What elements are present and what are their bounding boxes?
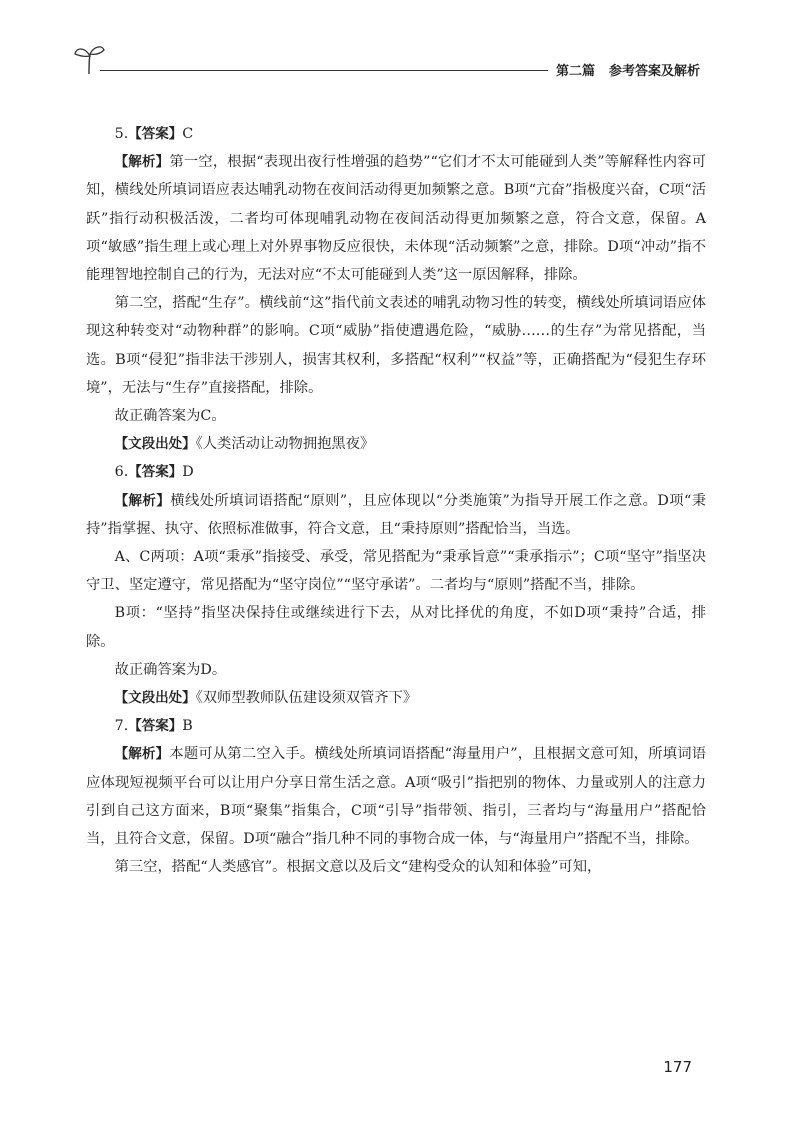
q7-analysis-text: 本题可从第二空入手。横线处所填词语搭配“海量用户”，且根据文意可知，所填词语应体现短视频平台可以让用户分享日常生活之意。A项“吸引”指把别的物体、力量或别人的注意力引到自己这方面来，B项“聚集”指集合，C项“引导”指带领、指引，三者均与“海量用户”搭配恰当，且符合文意，保留。D项“融合”指几种不同的事物合成一体，与“海量用户”搭配不当，排除。 [86,746,706,848]
header-title [556,60,700,79]
q6-analysis-label: 【解析】 [114,492,171,509]
header-section: 参考答案及解析 [609,64,701,79]
q6-number: 6. [114,464,129,481]
q6-answer-label: 【答案】 [128,464,183,481]
q5-source-title: 《人类活动让动物拥抱黑夜》 [195,436,375,453]
q6-answer-value: D [182,464,194,481]
q5-paragraph-2: 第二空，搭配“生存”。横线前“这”指代前文表述的哺乳动物习性的转变，横线处所填词语应体现这种转变对“动物种群”的影响。C项“威胁”指使遭遇危险，“威胁……的生存”为常见搭配，当选。B项“侵犯”指非法干涉别人，损害其权利，多搭配“权利”“权益”等，正确搭配为“侵犯生存环境”，无法与“生存”直接搭配，排除。 [86,295,706,396]
header-part: 第二篇 [556,64,596,79]
q6-answer-line [86,458,706,486]
q5-analysis-label: 【解析】 [114,154,170,171]
q7-analysis-label: 【解析】 [114,746,170,763]
q5-number: 5. [114,126,129,142]
q7-number: 7. [114,718,129,735]
q7-answer-line [86,712,706,740]
q6-analysis-text: 横线处所填词语搭配“原则”，且应体现以“分类施策”为指导开展工作之意。D项“秉持”指掌握、执守、依照标准做事，符合文意，且“秉持原则”搭配恰当，当选。 [86,492,707,537]
q6-source-title: 《双师型教师队伍建设须双管齐下》 [195,690,418,707]
q7-paragraph-2: 第三空，搭配“人类感官”。根据文意以及后文“建构受众的认知和体验”可知， [114,859,602,876]
q6-conclusion: 故正确答案为D。 [114,661,227,678]
running-header [72,42,701,82]
page-number: 177 [663,1058,692,1076]
q5-conclusion: 故正确答案为C。 [114,408,226,425]
header-rule [100,70,548,71]
q5-source [86,430,706,458]
q6-analysis [86,487,706,543]
q5-analysis [86,148,706,289]
q6-paragraph-2: A、C两项：A项“秉承”指接受、承受，常见搭配为“秉承旨意”“秉承指示”；C项“坚守”指坚决守卫、坚定遵守，常见搭配为“坚守岗位”“坚守承诺”。二者均与“原则”搭配不当，排除。 [86,549,706,594]
q7-analysis [86,740,706,853]
q5-source-label: 【文段出处】 [114,436,196,453]
sprout-icon [72,42,106,80]
q5-answer-value: C [182,126,194,142]
q5-analysis-text: 第一空，根据“表现出夜行性增强的趋势”“它们才不太可能碰到人类”等解释性内容可知，横线处所填词语应表达哺乳动物在夜间活动得更加频繁之意。B项“亢奋”指极度兴奋，C项“活跃”指行动积极活泼，二者均可体现哺乳动物在夜间活动得更加频繁之意，符合文意，保留。A项“敏感”指生理上或心理上对外界事物反应很快，未体现“活动频繁”之意，排除。D项“冲动”指不能理智地控制自己的行为，无法对应“不太可能碰到人类”这一原因解释，排除。 [86,154,707,284]
q7-answer-value: B [182,718,193,735]
answer-content [86,120,706,881]
q6-source-label: 【文段出处】 [114,690,196,707]
q6-source [86,684,706,712]
q7-answer-label: 【答案】 [128,718,183,735]
q5-answer-line [86,120,706,148]
q5-answer-label: 【答案】 [128,126,183,142]
q6-paragraph-3: B项：“坚持”指坚决保持住或继续进行下去，从对比择优的角度，不如D项“秉持”合适，排除。 [86,605,706,650]
